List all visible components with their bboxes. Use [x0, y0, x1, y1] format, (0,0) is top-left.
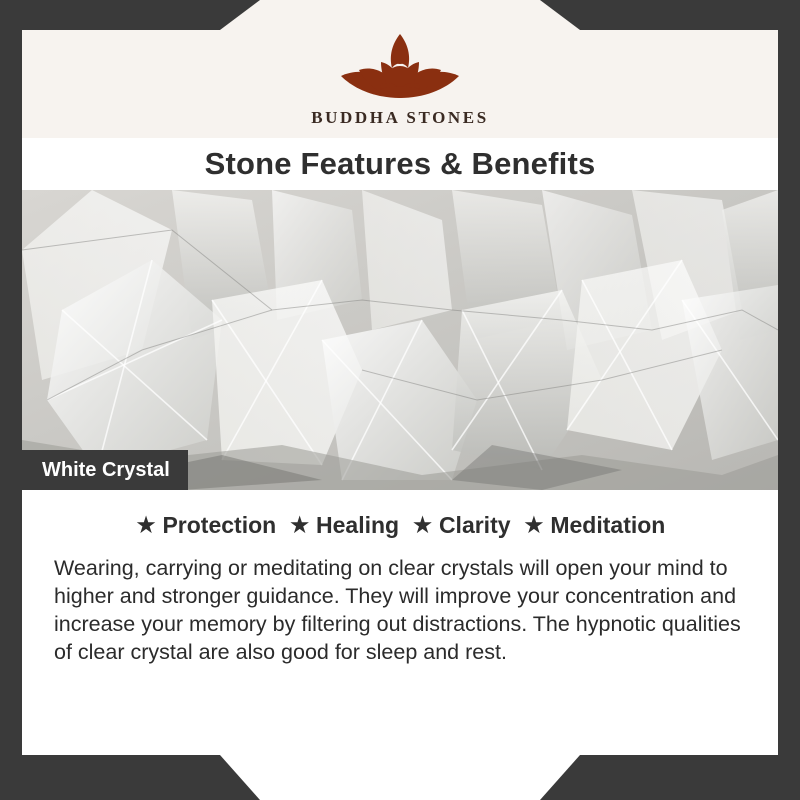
lotus-meditation-icon	[325, 26, 475, 102]
stone-name-tab	[22, 450, 188, 490]
benefit-label: Clarity	[438, 512, 511, 538]
crystal-cluster-illustration	[22, 190, 778, 490]
star-icon: ★	[524, 514, 544, 537]
benefit-label: Healing	[316, 512, 400, 538]
benefit-item	[137, 512, 277, 539]
frame-right-edge	[778, 0, 800, 800]
star-icon: ★	[413, 514, 432, 537]
content-section	[22, 490, 778, 800]
benefit-label: Protection	[162, 512, 277, 538]
benefit-item	[290, 512, 399, 539]
description-text: Wearing, carrying or meditating on clear crystals will open your mind to higher and stronger guidance. They will improve your concentration and increase your memory by filtering out distractions. The hypnotic qualities of clear crystal are also good for sleep and rest.	[54, 556, 741, 664]
page-title: Stone Features & Benefits	[204, 146, 596, 181]
title-band	[22, 138, 778, 190]
brand-logo	[311, 26, 489, 128]
frame-left-edge	[0, 0, 22, 800]
star-icon: ★	[136, 514, 156, 537]
benefit-item	[413, 512, 510, 539]
benefits-list	[54, 512, 748, 539]
benefit-label: Meditation	[550, 512, 666, 538]
stone-name-label: White Crystal	[42, 458, 170, 481]
hero-image	[22, 190, 778, 490]
star-icon: ★	[290, 514, 310, 537]
benefit-item	[525, 512, 666, 539]
brand-name: BUDDHA STONES	[311, 108, 489, 127]
